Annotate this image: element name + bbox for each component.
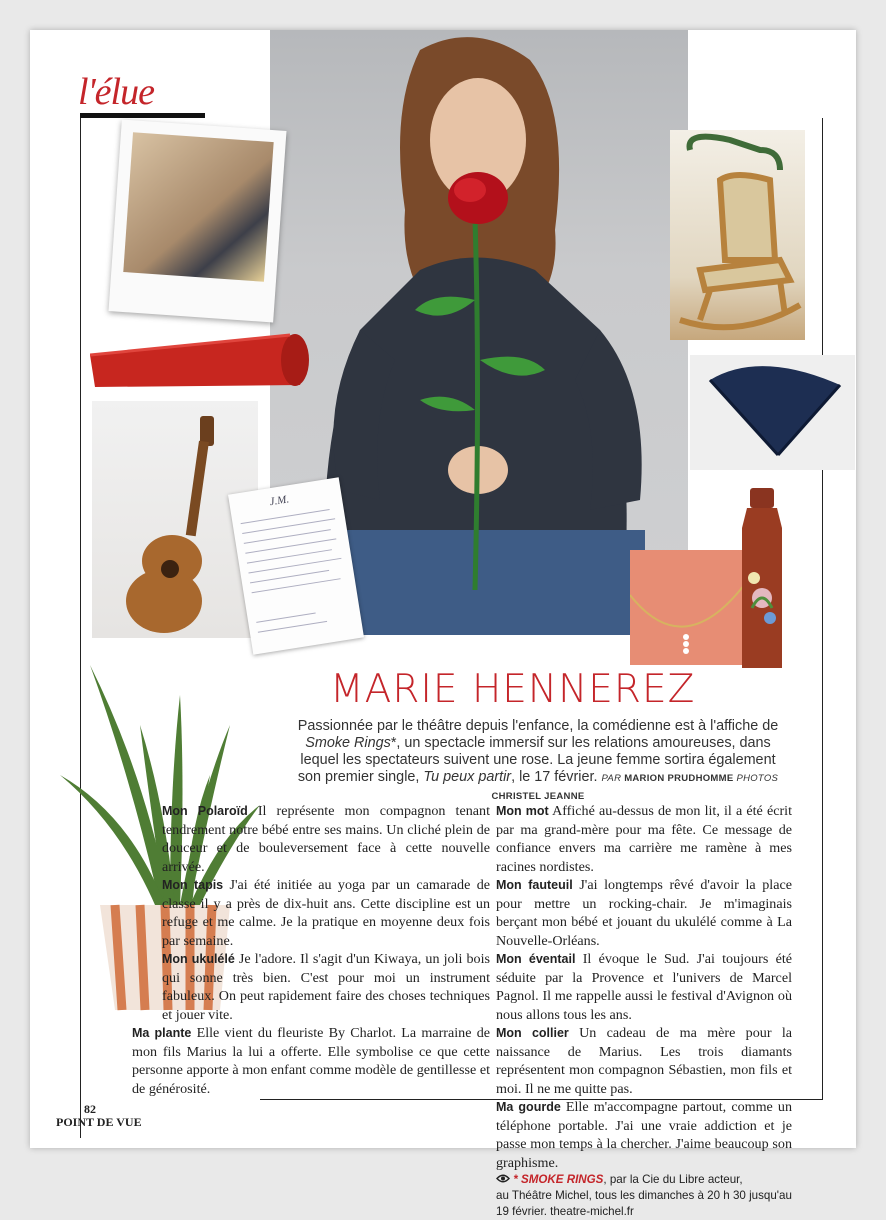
paragraph-text: Il représente mon compagnon tenant tendrement notre bébé entre ses mains. Un cliché plein de douceur et de bouleversement face à cette nouvelle arrivée. [162,803,490,875]
paragraph-lead: Mon tapis [162,878,224,892]
byline-author: MARION PRUDHOMME [624,773,734,784]
polaroid-image [123,132,273,281]
show-venue: au Théâtre Michel, tous les dimanches à 20 h 30 jusqu'au [496,1189,792,1202]
paragraph-lead: Mon éventail [496,952,576,966]
byline-photographer: CHRISTEL JEANNE [491,791,585,802]
paragraph-tapis [162,876,490,950]
paragraph-lead: Mon collier [496,1026,569,1040]
page-number: 82 [84,1102,96,1116]
fan-photo [690,355,855,470]
necklace-illustration [630,550,748,665]
intro-text-1: Passionnée par le théâtre depuis l'enfance, la comédienne est à l'affiche de [297,718,779,734]
article-title: MARIE HENNEREZ [330,667,696,712]
paragraph-mot [496,802,792,876]
paragraph-text: Elle vient du fleuriste By Charlot. La marraine de mon fils Marius la lui a offerte. Elle symbolise ce que cette personne apporte à mon enfant comme modèle de gentillesse et de générosité. [132,1025,490,1097]
page-folio [56,1103,142,1129]
paragraph-lead: Mon fauteuil [496,878,573,892]
paragraph-polaroid [162,802,490,876]
fan-illustration [690,355,855,470]
paragraph-ukulele [162,950,490,1024]
magazine-name: POINT DE VUE [56,1115,142,1129]
paragraph-text: Affiché au-dessus de mon lit, il a été écrit par ma grand-mère pour ma fête. Ce message de confiance envers ma carrière me ramène à mes racines nordistes. [496,803,792,875]
paragraph-plante [132,1024,490,1098]
paragraph-lead: Mon mot [496,804,549,818]
text-column-left [132,802,490,1098]
intro-text-3: *, un spectacle immersif sur les relations amoureuses, dans lequel les spectateurs suivent une rose. La jeune femme sortira également son premier single, [297,735,776,785]
intro-text-5: , le 17 février. [511,769,598,785]
water-bottle-illustration [732,488,792,673]
article-intro [288,718,788,805]
intro-show-title: Smoke Rings [305,735,391,751]
paragraph-lead: Mon Polaroïd [162,804,248,818]
paragraph-text: Il évoque le Sud. J'ai toujours été séduite par la Provence et l'univers de Marcel Pagnol. Il me rappelle aussi le festival d'Avignon où nous allons tous les ans. [496,951,792,1023]
yoga-mat-illustration [90,315,312,407]
byline-photos: PHOTOS [736,773,779,784]
paragraph-text: Elle m'accompagne partout, comme un téléphone portable. J'ai une vraie addiction et je passe mon temps à la chercher. J'aime beaucoup son graphisme. [496,1099,793,1171]
rocking-chair-illustration [670,130,805,340]
show-info-note [496,1172,792,1220]
rocking-chair-photo [670,130,805,340]
paragraph-lead: Mon ukulélé [162,952,235,966]
paragraph-eventail [496,950,792,1024]
paragraph-text: J'ai été initiée au yoga par un camarade de classe il y a près de dix-huit ans. Cette discipline est un refuge et me calme. Je la pratique en moyenne deux fois par semaine. [162,877,490,949]
paragraph-text: Je l'adore. Il s'agit d'un Kiwaya, un joli bois qui sonne très bien. C'est pour moi un instrument fabuleux. On peut rapidement faire des choses techniques et jouer vite. [162,951,490,1023]
rubric-title: l'élue [78,71,154,113]
eye-icon [496,1174,510,1183]
byline-par: PAR [601,773,622,784]
text-column-right [496,802,792,1220]
paragraph-lead: Ma gourde [496,1100,561,1114]
paragraph-gourde [496,1098,792,1172]
frame-line-right [822,118,823,1100]
paragraph-fauteuil [496,876,792,950]
show-dates: 19 février. theatre-michel.fr [496,1205,634,1218]
polaroid-photo [109,119,287,322]
rubric-underline [80,113,205,118]
show-title: * SMOKE RINGS [513,1173,604,1186]
paragraph-text: Un cadeau de ma mère pour la naissance de Marius. Les trois diamants représentent mon compagnon Sébastien, mon fils et moi. Il ne me quitte pas. [496,1025,793,1097]
intro-single-title: Tu peux partir [423,769,512,785]
paragraph-collier [496,1024,792,1098]
magazine-page [30,30,856,1218]
letter-heading: J.M. [268,493,290,509]
paragraph-text: J'ai longtemps rêvé d'avoir la place pour mettre un rocking-chair. Je m'imaginais berçant mon bébé et jouant du ukulélé comme à La Nouvelle-Orléans. [496,877,792,949]
necklace-photo [630,550,748,665]
show-company: , par la Cie du Libre acteur, [603,1173,743,1186]
paragraph-lead: Ma plante [132,1026,192,1040]
